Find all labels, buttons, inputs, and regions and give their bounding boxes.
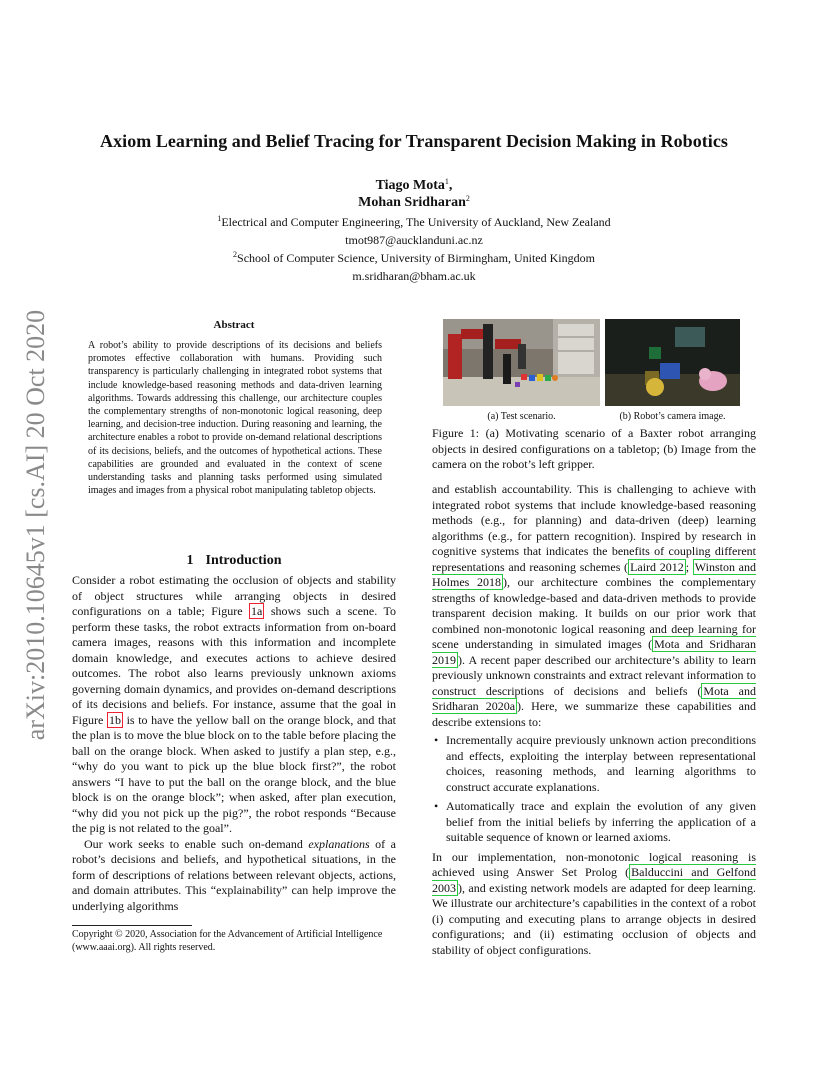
figure-1-caption: Figure 1: (a) Motivating scenario of a Baxter robot arranging objects in desired configurations on a tabletop; (b) Image from the camera on the robot’s left gripper. xyxy=(432,426,756,471)
author-list xyxy=(0,177,828,211)
citation-mota-sridharan-2019[interactable]: Mota and Sridharan 2019 xyxy=(432,637,756,667)
figure-1a-robot-scene xyxy=(443,319,600,406)
citation-laird-2012[interactable]: Laird 2012 xyxy=(630,559,684,574)
email-1: tmot987@aucklanduni.ac.nz xyxy=(345,233,483,247)
list-item: • Automatically trace and explain the evolution of any given belief from the initial beliefs by inferring the application of a suitable sequence of known or learned axioms. xyxy=(446,799,756,846)
citation-mota-sridharan-2020a[interactable]: Mota and Sridharan 2020a xyxy=(432,683,756,713)
citation-winston-holmes-2018[interactable]: Winston and Holmes 2018 xyxy=(432,559,756,589)
intro-paragraph-1: Consider a robot estimating the occlusion of objects and stability of object structures while arranging objects in desired configurations on a table; Figure 1a shows such a scene. To perform these tasks, the robot extracts information from on-board camera images, reasons with this information and incomplete domain knowledge, and executes actions to achieve desired outcomes. The robot also learns previously unknown axioms governing domain dynamics, and provides on-demand descriptions of its decisions and beliefs. For instance, assume that the goal in Figure 1b is to have the yellow ball on the orange block, and that the plan is to move the blue block on to the table before placing the ball on the orange block. When asked to justify a plan step, e.g., “why do you want to pick up the blue block first?”, the robot answers “I have to put the ball on the orange block, and the blue block is on the orange block”; when asked, after plan execution, “why did you not pick up the pig?”, the robot responds “Because the pig is not related to the goal”. xyxy=(72,573,396,835)
author-1: Tiago Mota$^1$, xyxy=(375,177,453,193)
paper-title: Axiom Learning and Belief Tracing for Transparent Decision Making in Robotics xyxy=(100,131,728,151)
affiliations xyxy=(0,213,828,285)
intro-left-column xyxy=(72,573,396,914)
footnote-rule xyxy=(72,925,192,926)
copyright-footnote: Copyright © 2020, Association for the Advancement of Artificial Intelligence (www.aaai.org). All rights reserved. xyxy=(72,929,383,953)
abstract-heading: Abstract xyxy=(213,319,255,331)
affiliation-1: $^1$Electrical and Computer Engineering, The University of Auckland, New Zealand xyxy=(217,214,611,229)
list-item: • Incrementally acquire previously unknown action preconditions and effects, exploiting the interplay between representational choices, reasoning methods, and learning algorithms to construct accurate explanations. xyxy=(446,733,756,795)
right-paragraph-2: In our implementation, non-monotonic logical reasoning is achieved using Answer Set Prolog ( Balduccini and Gelfond 2003 ), and existing network models are adapted for deep learning. We illustrate our architecture’s capabilities in the context of a robot (i) computing and executing plans to arrange objects in desired configurations; and (ii) estimating occlusion of objects and stability of object configurations. xyxy=(432,849,756,957)
section-title: Introduction xyxy=(205,553,282,568)
section-heading xyxy=(72,553,396,569)
section-number: 1 xyxy=(186,553,194,568)
email-2: m.sridharan@bham.ac.uk xyxy=(352,269,476,283)
figure-ref-1b[interactable]: 1b xyxy=(108,712,121,727)
figure-1a-subcaption: (a) Test scenario. xyxy=(487,411,556,422)
affiliation-2: $^2$School of Computer Science, University of Birmingham, United Kingdom xyxy=(233,250,595,265)
intro-paragraph-2: Our work seeks to enable such on-demand explanations of a robot’s decisions and beliefs, and hypothetical situations, in the form of descriptions of relations between relevant objects, actions, and domain attributes. This “explainability” can help improve the underlying algorithms xyxy=(72,836,396,913)
right-paragraph-1: and establish accountability. This is challenging to achieve with integrated robot systems that include knowledge-based reasoning methods (e.g., for planning) and data-driven (deep) learning algorithms (e.g., for pattern recognition). Inspired by research in cognitive systems that indicates the benefits of coupling different representations and reasoning schemes ( Laird 2012 ; Winston and Holmes 2018 ), our architecture combines the complementary strengths of knowledge-based and data-driven methods to provide transparent decision making. It builds on our prior work that combined non-monotonic logical reasoning and deep learning for scene understanding in simulated images ( Mota and Sridharan 2019 ). A recent paper described our architecture’s ability to learn previously unknown constraints and extract relevant information to construct descriptions of decisions and beliefs ( Mota and Sridharan 2020a ). Here, we summarize these capabilities and describe extensions to: xyxy=(432,482,756,729)
contribution-list xyxy=(432,733,756,846)
figure-ref-1a[interactable]: 1a xyxy=(251,604,263,618)
citation-balduccini-gelfond-2003[interactable]: Balduccini and Gelfond 2003 xyxy=(432,865,756,895)
figure-1b-camera-image xyxy=(605,319,740,406)
intro-right-column xyxy=(432,482,756,958)
author-2: Mohan Sridharan$^2$ xyxy=(358,194,470,210)
figure-1b-subcaption: (b) Robot’s camera image. xyxy=(619,411,726,422)
arxiv-identifier: arXiv:2010.10645v1 [cs.AI] 20 Oct 2020 xyxy=(21,309,50,741)
abstract-text: A robot’s ability to provide descriptions of its decisions and beliefs promotes effective collaboration with humans. Providing such transparency is particularly challenging in integrated robot systems that include knowledge-based reasoning methods and data-driven learning algorithms. Towards addressing this challenge, our architecture couples the complementary strengths of non-monotonic logical reasoning, deep learning, and decision-tree induction. During reasoning and learning, the architecture enables a robot to provide on-demand relational descriptions of its decisions, beliefs, and the outcomes of hypothetical actions. These capabilities are grounded and evaluated in the context of scene understanding tasks and planning tasks performed using simulated images and images from a physical robot manipulating tabletop objects. xyxy=(88,340,382,497)
